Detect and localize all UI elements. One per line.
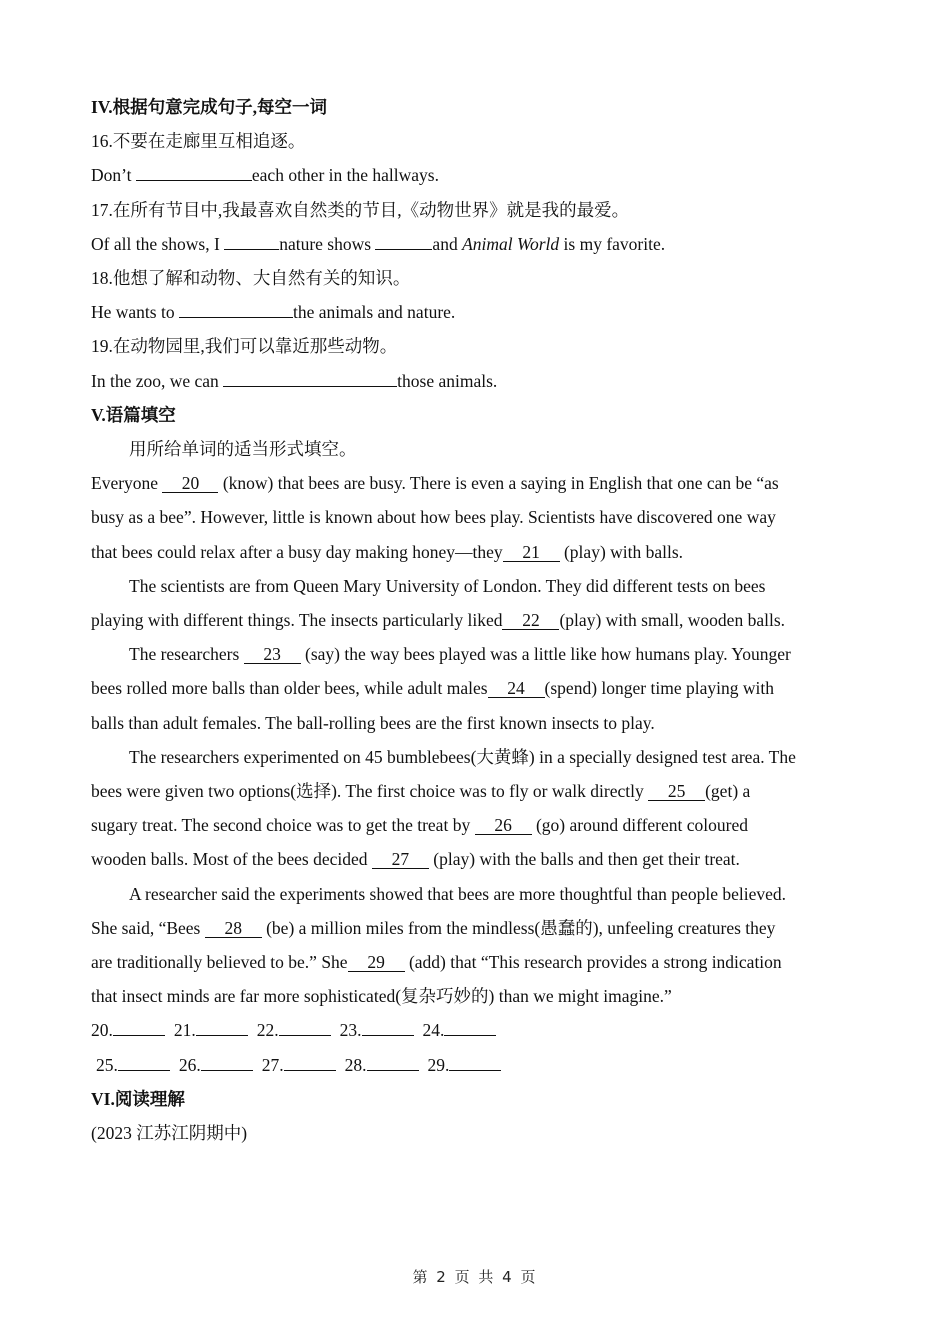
- blank-27: 27: [372, 850, 429, 869]
- answer-line: [284, 1052, 336, 1071]
- blank-29: 29: [348, 953, 405, 972]
- blank-21: 21: [503, 543, 560, 562]
- q16-text-a: Don’t: [91, 165, 136, 186]
- answer-slot: [340, 1013, 414, 1047]
- passage-line: [91, 842, 871, 876]
- answer-row-1: [91, 1013, 871, 1047]
- passage-line: that insect minds are far more sophisticated(复杂巧妙的) than we might imagine.”: [91, 986, 672, 1007]
- answer-number: 20.: [91, 1020, 113, 1041]
- section-5-heading: V.语篇填空: [91, 404, 176, 425]
- passage-line: [91, 774, 871, 808]
- q18-text-a: He wants to: [91, 302, 179, 323]
- passage-line: [91, 671, 871, 705]
- passage-line: The researchers experimented on 45 bumblebees(大黄蜂) in a specially designed test area. The: [129, 746, 796, 767]
- answer-slot: [257, 1013, 331, 1047]
- answer-slot: [91, 1013, 165, 1047]
- passage-text: (say) the way bees played was a little like how humans play. Younger: [300, 644, 791, 665]
- answer-line: [113, 1017, 165, 1036]
- passage-text: playing with different things. The insects particularly liked: [91, 610, 503, 631]
- blank-22: 22: [502, 611, 559, 630]
- passage-line: [91, 808, 871, 842]
- answer-line: [196, 1017, 248, 1036]
- q17-italic-title: Animal World: [462, 233, 560, 254]
- passage-line: busy as a bee”. However, little is known about how bees play. Scientists have discovered one way: [91, 507, 776, 528]
- q19-text-a: In the zoo, we can: [91, 370, 224, 391]
- q17-blank-2: [375, 231, 432, 250]
- passage-line: balls than adult females. The ball-rolling bees are the first known insects to play.: [91, 712, 655, 733]
- passage-text: wooden balls. Most of the bees decided: [91, 849, 372, 870]
- answer-line: [367, 1052, 419, 1071]
- passage-line: [91, 603, 871, 637]
- answer-number: 29.: [427, 1054, 450, 1075]
- passage-text: (play) with the balls and then get their treat.: [428, 849, 740, 870]
- q17-text-c: and: [432, 233, 463, 254]
- passage-text: (spend) longer time playing with: [544, 678, 774, 699]
- answer-line: [449, 1052, 501, 1071]
- passage-text: (be) a million miles from the mindless(愚蠢的), unfeeling creatures they: [261, 917, 776, 938]
- q16-chinese: 16.不要在走廊里互相追逐。: [91, 131, 306, 152]
- answer-slot: [96, 1048, 170, 1082]
- answer-line: [362, 1017, 414, 1036]
- answer-number: 27.: [261, 1054, 284, 1075]
- answer-slot: [179, 1048, 253, 1082]
- q19-english: [91, 364, 871, 398]
- q17-text-b: nature shows: [279, 233, 376, 254]
- answer-number: 28.: [344, 1054, 367, 1075]
- passage-text: (add) that “This research provides a strong indication: [404, 952, 782, 973]
- answer-line: [279, 1017, 331, 1036]
- passage-line: The scientists are from Queen Mary University of London. They did different tests on bees: [129, 575, 766, 596]
- q19-chinese: 19.在动物园里,我们可以靠近那些动物。: [91, 336, 398, 357]
- section-6-source: (2023 江苏江阴期中): [91, 1123, 248, 1144]
- q19-blank: [223, 368, 397, 387]
- worksheet-page: [91, 90, 871, 1150]
- q17-text-d: is my favorite.: [559, 233, 666, 254]
- q17-blank-1: [224, 231, 279, 250]
- section-6-heading: VI.阅读理解: [91, 1088, 185, 1109]
- passage-text: (play) with small, wooden balls.: [559, 610, 786, 631]
- q17-english: [91, 227, 871, 261]
- answer-line: [201, 1052, 253, 1071]
- blank-25: 25: [648, 782, 705, 801]
- answer-number: 25.: [96, 1054, 118, 1075]
- answer-number: 23.: [339, 1020, 362, 1041]
- passage-text: The researchers: [129, 644, 244, 665]
- q17-chinese: 17.在所有节目中,我最喜欢自然类的节目,《动物世界》就是我的最爱。: [91, 199, 630, 220]
- section-4-heading: IV.根据句意完成句子,每空一词: [91, 97, 327, 117]
- answer-number: 26.: [178, 1054, 201, 1075]
- answer-slot: [345, 1048, 419, 1082]
- blank-23: 23: [244, 645, 301, 664]
- q16-text-b: each other in the hallways.: [251, 165, 439, 186]
- answer-slot: [428, 1048, 502, 1082]
- q16-english: [91, 158, 871, 192]
- answer-number: 22.: [256, 1020, 279, 1041]
- blank-28: 28: [205, 919, 262, 938]
- answer-number: 21.: [173, 1020, 196, 1041]
- answer-line: [118, 1052, 170, 1071]
- passage-text: (get) a: [705, 781, 751, 802]
- answer-number: 24.: [422, 1020, 445, 1041]
- passage-text: (know) that bees are busy. There is even a saying in English that one can be “as: [218, 473, 779, 494]
- passage-text: (play) with balls.: [559, 541, 684, 562]
- q18-text-b: the animals and nature.: [292, 302, 456, 323]
- answer-slot: [423, 1013, 497, 1047]
- blank-26: 26: [475, 816, 532, 835]
- passage-line: A researcher said the experiments showed that bees are more thoughtful than people believed.: [129, 883, 786, 904]
- q18-english: [91, 295, 871, 329]
- answer-row-2: [91, 1048, 871, 1082]
- q16-blank: [136, 162, 252, 181]
- passage-text: that bees could relax after a busy day making honey—they: [91, 541, 503, 562]
- passage-line: [91, 945, 871, 979]
- blank-24: 24: [488, 679, 545, 698]
- passage-text: are traditionally believed to be.” She: [91, 952, 348, 973]
- section-5-instruction: 用所给单词的适当形式填空。: [129, 439, 357, 460]
- answer-line: [444, 1017, 496, 1036]
- answer-slot: [262, 1048, 336, 1082]
- blank-20: 20: [162, 474, 218, 493]
- q18-blank: [179, 299, 293, 318]
- passage-text: bees were given two options(选择). The first choice was to fly or walk directly: [91, 781, 649, 802]
- passage-line: [91, 911, 871, 945]
- passage-line: [91, 637, 871, 671]
- q19-text-b: those animals.: [397, 370, 498, 391]
- passage-line: [91, 535, 871, 569]
- q17-text-a: Of all the shows, I: [91, 233, 225, 254]
- q18-chinese: 18.他想了解和动物、大自然有关的知识。: [91, 268, 411, 289]
- passage-text: sugary treat. The second choice was to get the treat by: [91, 815, 475, 836]
- answer-slot: [174, 1013, 248, 1047]
- passage-line: [91, 466, 871, 500]
- passage-text: She said, “Bees: [91, 917, 205, 938]
- page-footer: 第 2 页 共 4 页: [412, 1268, 538, 1286]
- passage-text: bees rolled more balls than older bees, while adult males: [91, 678, 488, 699]
- passage-text: (go) around different coloured: [531, 815, 748, 836]
- passage-text: Everyone: [91, 473, 163, 494]
